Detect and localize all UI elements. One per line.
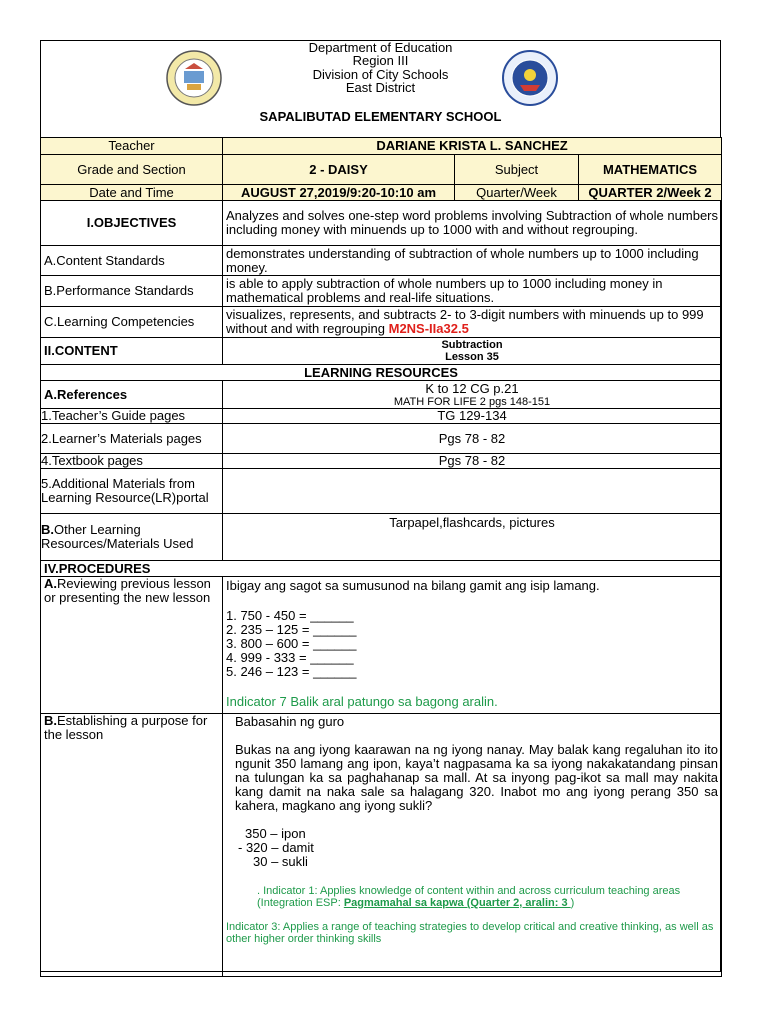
learners-materials-label: 2.Learner’s Materials pages [41, 424, 223, 454]
review-item: 3. 800 – 600 = ______ [226, 636, 357, 651]
additional-materials-label: 5.Additional Materials from Learning Resource(LR)portal [41, 469, 223, 514]
procedure-a-label [41, 577, 223, 714]
subject: MATHEMATICS [579, 155, 722, 185]
teachers-guide-pages: TG 129-134 [223, 409, 722, 424]
competency-code: M2NS-IIa32.5 [388, 321, 469, 336]
textbook-label: 4.Textbook pages [41, 454, 223, 469]
grade-label: Grade and Section [41, 155, 223, 185]
content-label: II.CONTENT [41, 338, 223, 365]
date-label: Date and Time [41, 185, 223, 201]
school-name: SAPALIBUTAD ELEMENTARY SCHOOL [259, 109, 502, 124]
procedure-a-letter: A. [44, 576, 57, 591]
additional-materials [223, 469, 722, 514]
teacher-label: Teacher [41, 138, 223, 155]
procedure-a-text: Reviewing previous lesson or presenting the new lesson [44, 576, 211, 605]
review-instructions: Ibigay ang sagot sa sumusunod na bilang gamit ang isip lamang. [226, 578, 600, 593]
learning-competencies [223, 307, 722, 338]
solution-line: - 320 – damit [238, 840, 314, 855]
grade-section: 2 - DAISY [223, 155, 455, 185]
indicator-3: Indicator 3: Applies a range of teaching strategies to develop critical and creative thinking, as well as other higher order thinking skills [226, 921, 714, 945]
lesson-plan-page [40, 40, 721, 972]
other-resources-text: Other Learning Resources/Materials Used [41, 522, 194, 551]
review-item: 4. 999 - 333 = ______ [226, 650, 354, 665]
performance-standards-label: B.Performance Standards [41, 276, 223, 307]
reference-book: MATH FOR LIFE 2 pgs 148-151 [393, 395, 551, 408]
content-standards: demonstrates understanding of subtraction of whole numbers up to 1000 including money. [223, 246, 722, 276]
quarter-label: Quarter/Week [455, 185, 579, 201]
reference-cg: K to 12 CG p.21 [425, 380, 519, 396]
teacher-name: DARIANE KRISTA L. SANCHEZ [223, 138, 722, 155]
dept-name: Department of Education [308, 40, 453, 55]
lesson-plan-table [40, 137, 722, 977]
procedure-b-label [41, 714, 223, 977]
procedure-b-content [223, 714, 722, 977]
other-resources-label [41, 514, 223, 561]
performance-standards: is able to apply subtraction of whole numbers up to 1000 including money in mathematical problems and real-life situations. [223, 276, 722, 307]
word-problem: Bukas na ang iyong kaarawan na ng iyong nanay. May balak kang regaluhan ito ito ngunit 350 lamang ang ipon, kaya’t nagpasama ka sa iyong nakakatandang pinsan na tulungan ka sa paghahanap sa mall. At sa inyong pag-ikot sa mall may nakita kang damit na naka sale sa halagang 320. Inabot mo ang iyong perang 350 sa kahera, magkano ang iyong sukli? [235, 742, 719, 813]
learners-materials-pages: Pgs 78 - 82 [223, 424, 722, 454]
procedure-a-content [223, 577, 722, 714]
solution [235, 827, 718, 869]
content-standards-label: A.Content Standards [41, 246, 223, 276]
indicator-7: Indicator 7 Balik aral patungo sa bagong aralin. [226, 694, 498, 709]
review-item: 5. 246 – 123 = ______ [226, 664, 357, 679]
region: Region III [352, 53, 409, 68]
textbook-pages: Pgs 78 - 82 [223, 454, 722, 469]
references-label: A.References [41, 381, 223, 409]
objectives-text: Analyzes and solves one-step word problems involving Subtraction of whole numbers including money with minuends up to 1000 with and without regrouping. [223, 201, 722, 246]
indicator-1-integration: Pagmamahal sa kapwa (Quarter 2, aralin: 3 [343, 897, 571, 909]
date-time: AUGUST 27,2019/9:20-10:10 am [223, 185, 455, 201]
division: Division of City Schools [312, 67, 449, 82]
references [223, 381, 722, 409]
review-items [226, 609, 718, 679]
procedure-b-letter: B. [44, 713, 57, 728]
indicator-1 [257, 885, 718, 909]
procedure-b-text: Establishing a purpose for the lesson [44, 713, 208, 742]
solution-line: 30 – sukli [253, 854, 308, 869]
solution-line: 350 – ipon [245, 826, 306, 841]
learning-competencies-label: C.Learning Competencies [41, 307, 223, 338]
subject-label: Subject [455, 155, 579, 185]
procedures-title: IV.PROCEDURES [41, 561, 722, 577]
content-subject: Subtraction [441, 339, 503, 351]
other-resources-letter: B. [41, 522, 54, 537]
competency-text: visualizes, represents, and subtracts 2- to 3-digit numbers with minuends up to 999 without and with regrouping [226, 307, 704, 336]
content-lesson: Lesson 35 [445, 351, 499, 363]
other-resources: Tarpapel,flashcards, pictures [223, 514, 722, 561]
content-topic [223, 338, 722, 365]
quarter-week: QUARTER 2/Week 2 [579, 185, 722, 201]
learning-resources-title: LEARNING RESOURCES [41, 365, 722, 381]
objectives-label: I.OBJECTIVES [41, 201, 223, 246]
indicator-1-text: . Indicator 1: Applies knowledge of content within and across curriculum teaching areas (Integration ESP: [257, 885, 681, 909]
review-item: 2. 235 – 125 = ______ [226, 622, 357, 637]
teachers-guide-label: 1.Teacher’s Guide pages [41, 409, 223, 424]
district: East District [345, 80, 416, 95]
teacher-reads: Babasahin ng guro [235, 714, 345, 729]
review-item: 1. 750 - 450 = ______ [226, 608, 354, 623]
indicator-1-close: ) [570, 897, 575, 909]
letterhead [41, 41, 720, 137]
